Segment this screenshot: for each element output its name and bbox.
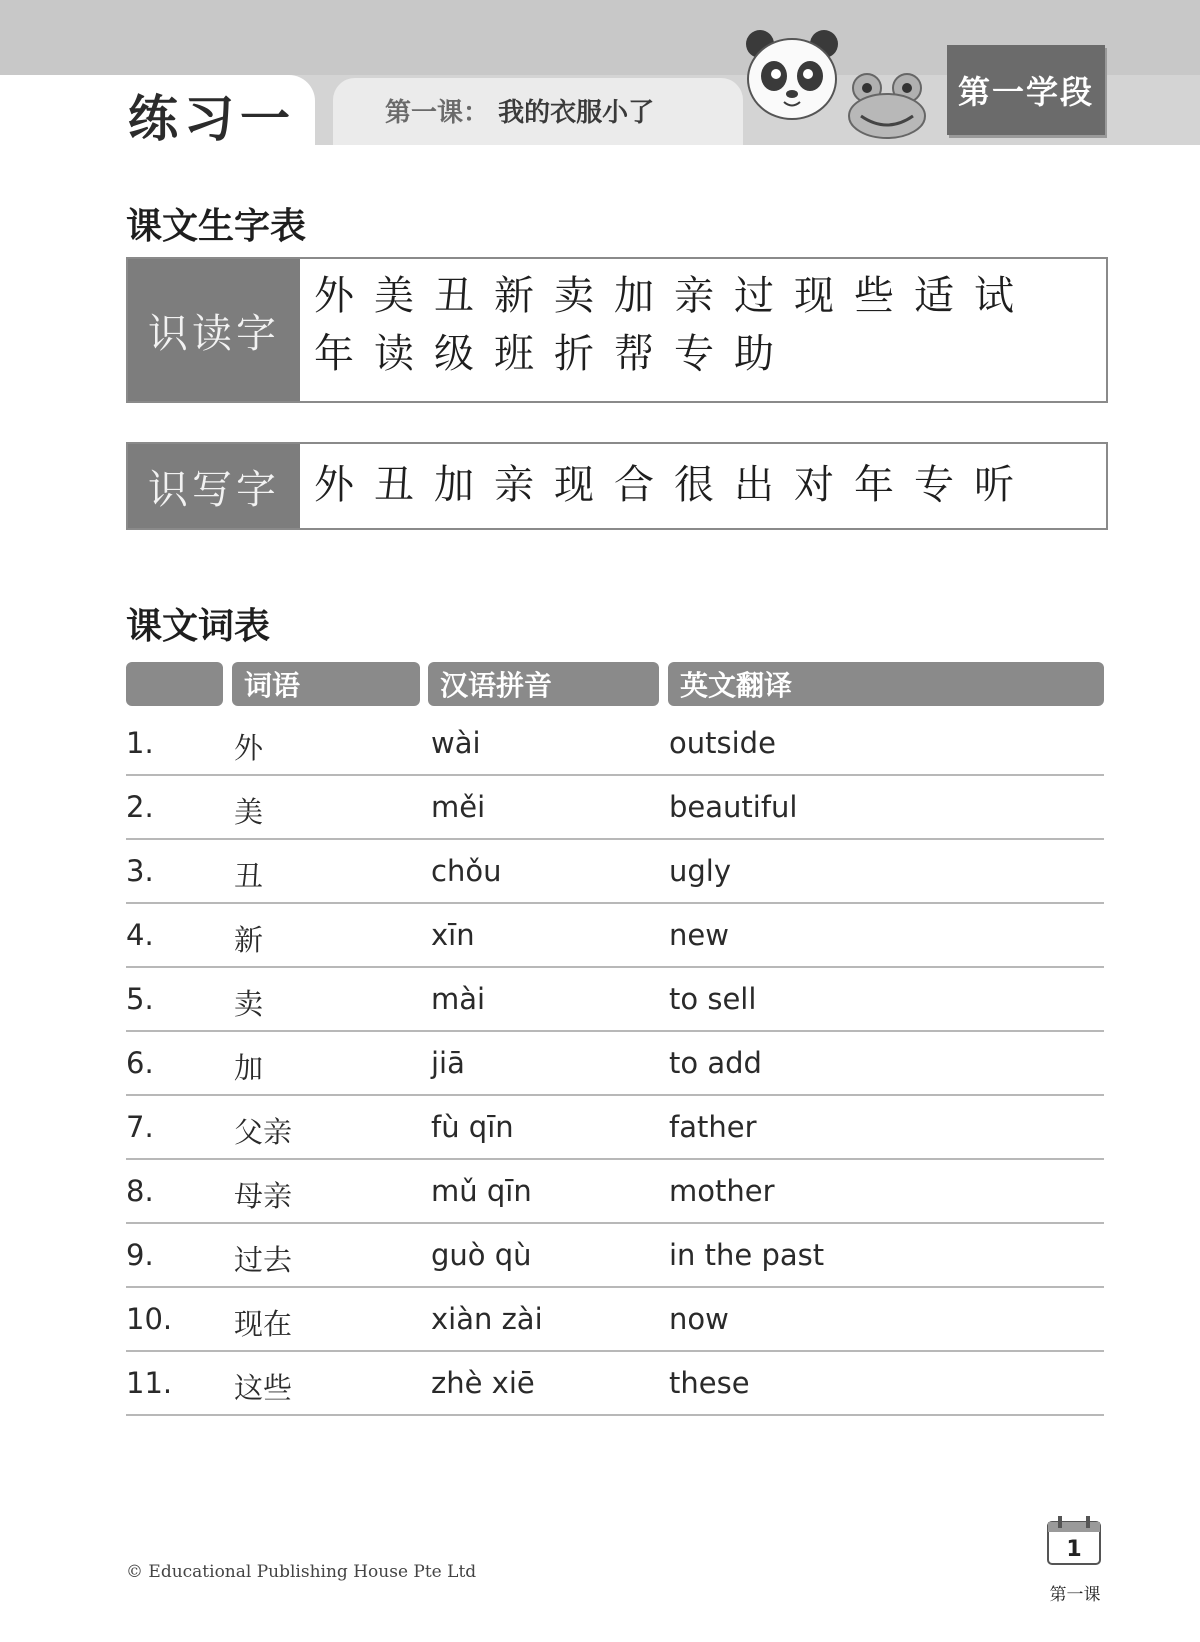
exercise-title-tab <box>0 75 315 148</box>
table-row <box>126 776 1104 840</box>
row-number: 5. <box>126 982 154 1016</box>
header-pinyin: 汉语拼音 <box>428 662 659 706</box>
row-word: 丑 <box>234 859 264 893</box>
exercise-title: 练习一 <box>128 90 296 148</box>
row-word: 卖 <box>234 987 264 1021</box>
row-word: 加 <box>234 1051 264 1085</box>
row-number: 3. <box>126 854 154 888</box>
vocab-table <box>126 712 1104 1416</box>
row-word: 现在 <box>234 1307 293 1341</box>
frog-icon <box>845 68 930 140</box>
copyright-text: © Educational Publishing House Pte Ltd <box>126 1562 477 1582</box>
row-number: 1. <box>126 726 154 760</box>
char-table-title: 课文生字表 <box>126 205 307 247</box>
row-pinyin: zhè xiē <box>431 1366 535 1400</box>
table-row <box>126 712 1104 776</box>
stage-badge: 第一学段 <box>947 45 1105 135</box>
row-number: 10. <box>126 1302 173 1336</box>
row-english: to sell <box>669 982 757 1016</box>
row-pinyin: wài <box>431 726 481 760</box>
row-english: outside <box>669 726 776 760</box>
row-english: these <box>669 1366 750 1400</box>
row-english: beautiful <box>669 790 798 824</box>
table-row <box>126 1288 1104 1352</box>
reading-chars-line: 年读级班折帮专助 <box>314 331 794 377</box>
table-row <box>126 904 1104 968</box>
lesson-tab <box>333 78 743 145</box>
row-number: 9. <box>126 1238 154 1272</box>
lesson-heading <box>385 92 654 129</box>
row-english: new <box>669 918 729 952</box>
header-num <box>126 662 223 706</box>
row-number: 8. <box>126 1174 154 1208</box>
page-number: 1 <box>1066 1537 1082 1562</box>
row-pinyin: guò qù <box>431 1238 532 1272</box>
writing-chars-label: 识写字 <box>128 444 300 528</box>
row-english: ugly <box>669 854 732 888</box>
row-english: father <box>669 1110 757 1144</box>
row-pinyin: mǔ qīn <box>431 1174 532 1208</box>
table-row <box>126 968 1104 1032</box>
table-row <box>126 1352 1104 1416</box>
reading-chars-line: 外美丑新卖加亲过现些适试 <box>314 273 1034 319</box>
row-pinyin: xiàn zài <box>431 1302 543 1336</box>
lesson-lead: 第一课： <box>385 98 490 128</box>
table-row <box>126 1224 1104 1288</box>
row-number: 7. <box>126 1110 154 1144</box>
header-english: 英文翻译 <box>668 662 1104 706</box>
row-word: 外 <box>234 731 264 765</box>
row-word: 父亲 <box>234 1115 293 1149</box>
writing-chars-line: 外丑加亲现合很出对年专听 <box>314 462 1034 508</box>
row-english: in the past <box>669 1238 825 1272</box>
vocab-title: 课文词表 <box>126 605 271 647</box>
row-word: 这些 <box>234 1371 293 1405</box>
row-pinyin: měi <box>431 790 486 824</box>
writing-chars-box <box>126 442 1108 530</box>
reading-chars-box <box>126 257 1108 403</box>
row-number: 4. <box>126 918 154 952</box>
row-pinyin: mài <box>431 982 486 1016</box>
writing-chars-content <box>300 444 1106 528</box>
reading-chars-label: 识读字 <box>128 259 300 401</box>
page-lesson-label: 第一课 <box>1049 1585 1101 1605</box>
row-number: 6. <box>126 1046 154 1080</box>
row-word: 母亲 <box>234 1179 293 1213</box>
row-word: 新 <box>234 923 264 957</box>
row-word: 过去 <box>234 1243 293 1277</box>
table-row <box>126 1160 1104 1224</box>
row-word: 美 <box>234 795 264 829</box>
table-row <box>126 1096 1104 1160</box>
header-word: 词语 <box>232 662 420 706</box>
row-pinyin: chǒu <box>431 854 502 888</box>
panda-icon <box>742 24 842 124</box>
row-english: now <box>669 1302 729 1336</box>
row-english: to add <box>669 1046 762 1080</box>
row-english: mother <box>669 1174 775 1208</box>
row-pinyin: fù qīn <box>431 1110 514 1144</box>
row-number: 2. <box>126 790 154 824</box>
row-pinyin: jiā <box>431 1046 465 1080</box>
row-number: 11. <box>126 1366 173 1400</box>
lesson-title: 我的衣服小了 <box>498 98 655 128</box>
reading-chars-content <box>300 259 1106 401</box>
row-pinyin: xīn <box>431 918 475 952</box>
table-row <box>126 840 1104 904</box>
table-row <box>126 1032 1104 1096</box>
